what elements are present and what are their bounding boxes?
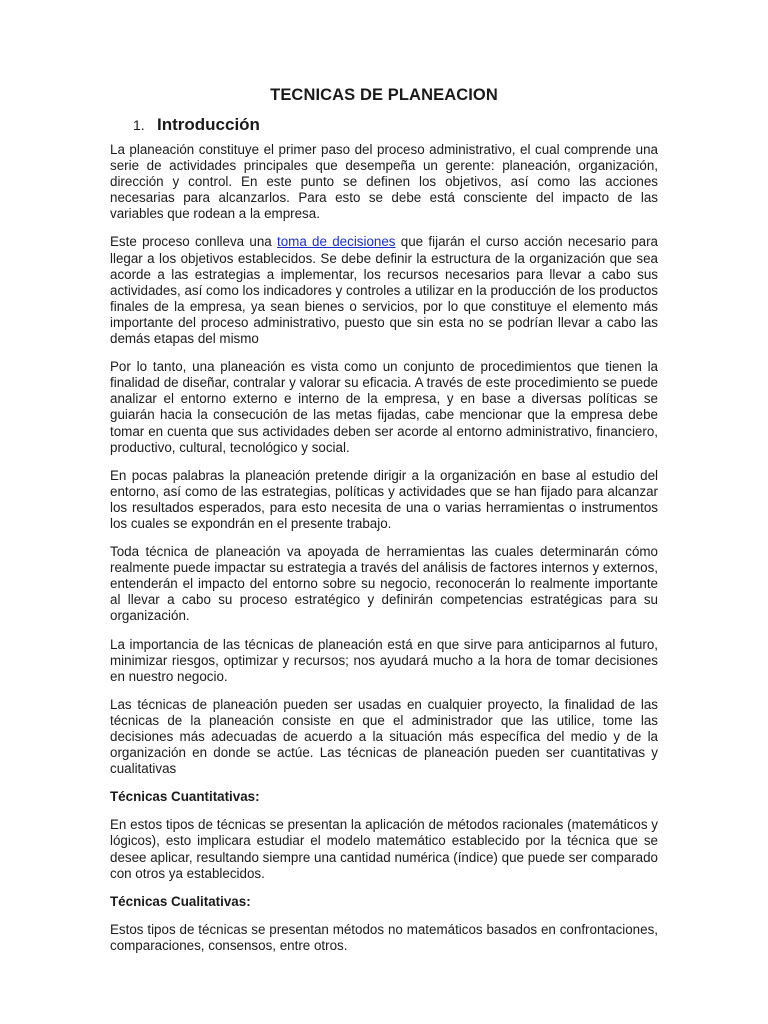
paragraph-1: La planeación constituye el primer paso del proceso administrativo, el cual comprende una serie de actividades principales que desempeña un gerente: planeación, organización, dirección y control. En este punto se definen los objetivos, así como las acciones necesarias para alcanzarlos. Para esto se debe está consciente del impacto de las variables que rodean a la empresa. bbox=[110, 142, 658, 222]
section-number: 1. bbox=[133, 117, 145, 133]
paragraph-6: La importancia de las técnicas de planeación está en que sirve para anticiparnos al futuro, minimizar riesgos, optimizar y recursos; nos ayudará mucho a la hora de tomar decisiones en nuestro negocio. bbox=[110, 636, 658, 684]
quantitative-text: En estos tipos de técnicas se presentan la aplicación de métodos racionales (matemáticos y lógicos), esto implicara estudiar el modelo matemático establecido por la técnica que se desee aplicar, resultando siempre una cantidad numérica (índice) que puede ser comparado con otros ya establecidos. bbox=[110, 817, 658, 881]
paragraph-4: En pocas palabras la planeación pretende dirigir a la organización en base al estudio del entorno, así como de las estrategias, políticas y actividades que se han fijado para alcanzar los resultados esperados, para esto necesita de una o varias herramientas o instrumentos los cuales se expondrán en el presente trabajo. bbox=[110, 467, 658, 531]
quantitative-heading: Técnicas Cuantitativas: bbox=[110, 789, 260, 805]
document-title: TECNICAS DE PLANEACION bbox=[270, 86, 498, 104]
section-label: Introducción bbox=[157, 115, 260, 134]
section-heading bbox=[133, 115, 260, 135]
document-body bbox=[110, 142, 658, 966]
toma-de-decisiones-link[interactable]: toma de decisiones bbox=[277, 234, 396, 250]
paragraph-5: Toda técnica de planeación va apoyada de herramientas las cuales determinarán cómo realmente puede impactar su estrategia a través del análisis de factores internos y externos, entenderán el impacto del entorno sobre su negocio, reconocerán lo realmente importante al llevar a cabo su proceso estratégico y definirán competencias estratégicas para su organización. bbox=[110, 544, 658, 624]
paragraph-3: Por lo tanto, una planeación es vista como un conjunto de procedimientos que tienen la finalidad de diseñar, contralar y valorar su eficacia. A través de este procedimiento se puede analizar el entorno externo e interno de la empresa, y en base a diversas políticas se guiarán hacia la consecución de las metas fijadas, cabe mencionar que la empresa debe tomar en cuenta que sus actividades deben ser acorde al entorno administrativo, financiero, productivo, cultural, tecnológico y social. bbox=[110, 359, 658, 455]
paragraph-7: Las técnicas de planeación pueden ser usadas en cualquier proyecto, la finalidad de las técnicas de la planeación consiste en que el administrador que las utilice, tome las decisiones más adecuadas de acuerdo a la situación más específica del medio y de la organización en donde se actúe. Las técnicas de planeación pueden ser cuantitativas y cualitativas bbox=[110, 696, 658, 777]
paragraph-2-rest: que fijarán el curso acción necesario para llegar a los objetivos establecidos. Se debe definir la estructura de la organización que sea acorde a las estrategias a implementar, los recursos necesarios para llevar a cabo sus actividades, así como los indicadores y controles a utilizar en la producción de los productos finales de la empresa, ya sean bienes o servicios, por lo que constituye el elemento más importante del proceso administrativo, puesto que sin esta no se podrían llevar a cabo las demás etapas del mismo bbox=[110, 234, 658, 347]
qualitative-heading: Técnicas Cualitativas: bbox=[110, 893, 251, 909]
paragraph-2 bbox=[110, 234, 658, 347]
qualitative-text: Estos tipos de técnicas se presentan métodos no matemáticos basados en confrontaciones, comparaciones, consensos, entre otros. bbox=[110, 921, 658, 953]
paragraph-2-intro: Este proceso conlleva una bbox=[110, 234, 278, 250]
